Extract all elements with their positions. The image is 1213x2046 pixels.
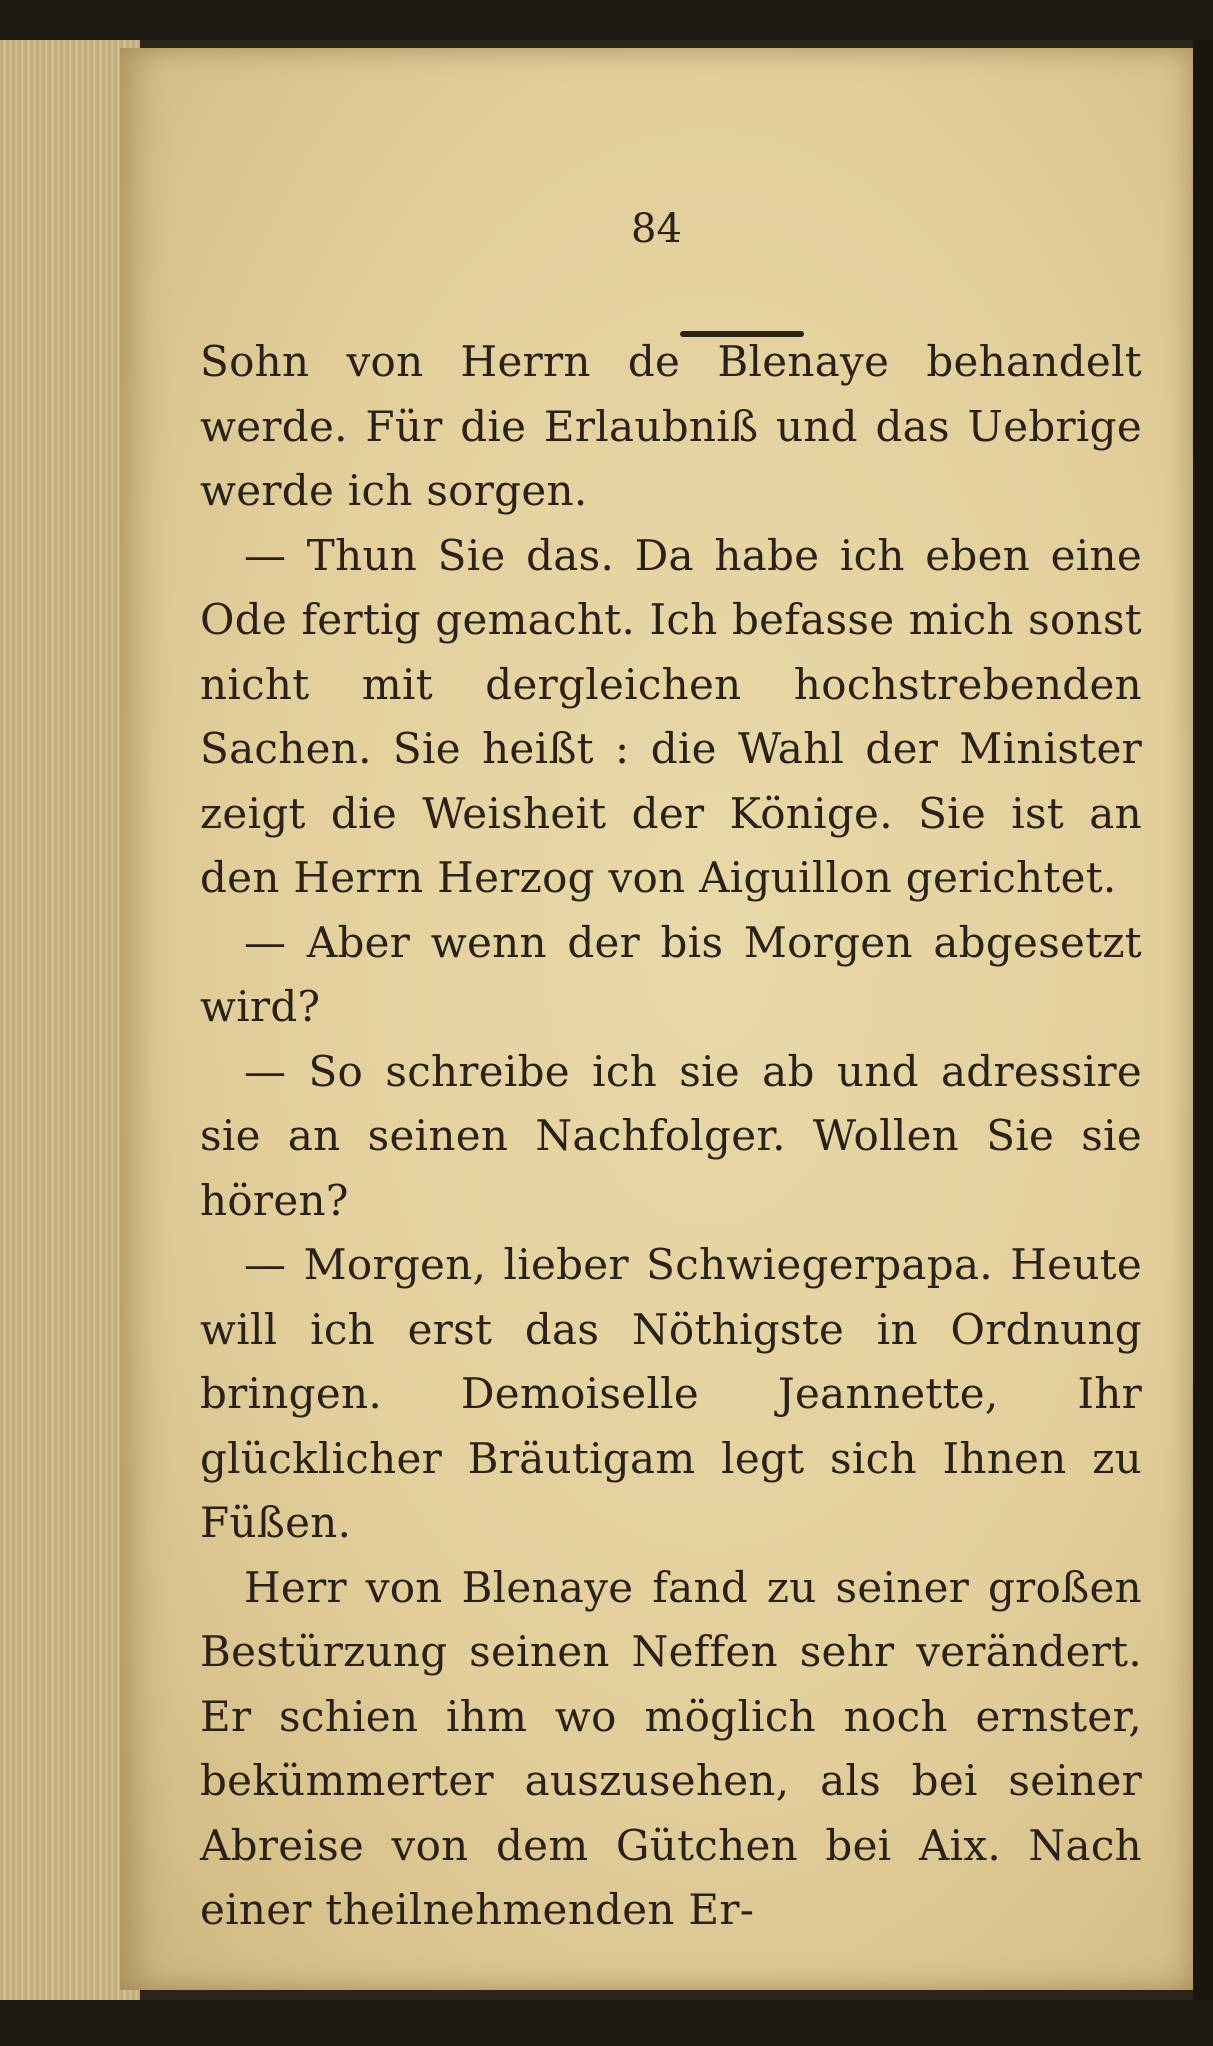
paragraph-1: Sohn von Herrn de Blenaye behandelt werde. Für die Erlaubniß und das Uebrige werde ich sorgen. — [200, 337, 1142, 515]
paragraph-6: Herr von Blenaye fand zu seiner großen Bestürzung seinen Neffen sehr verändert. Er schien ihm wo möglich noch ernster, bekümmerter auszusehen, als bei seiner Abreise von dem Gütchen bei Aix. Nach einer theilnehmenden Er- — [200, 1562, 1142, 1934]
book-cover-edge — [1193, 40, 1213, 2000]
paragraph-5: — Morgen, lieber Schwiegerpapa. Heute will ich erst das Nöthigste in Ordnung bringen. Demoiselle Jeannette, Ihr glücklicher Bräutigam legt sich Ihnen zu Füßen. — [200, 1240, 1142, 1547]
page-edges — [0, 40, 140, 2000]
page-number: 84 — [631, 206, 682, 252]
page-text — [200, 330, 1142, 1943]
paragraph-4: — So schreibe ich sie ab und adressire sie an seinen Nachfolger. Wollen Sie sie hören? — [200, 1046, 1142, 1225]
paragraph-2: — Thun Sie das. Da habe ich eben eine Ode fertig gemacht. Ich befasse mich sonst nicht mit dergleichen hochstrebenden Sachen. Sie heißt : die Wahl der Minister zeigt die Weisheit der Könige. Sie ist an den Herrn Herzog von Aiguillon gerichtet. — [200, 530, 1142, 902]
paragraph-3: — Aber wenn der bis Morgen abgesetzt wird? — [200, 917, 1142, 1031]
